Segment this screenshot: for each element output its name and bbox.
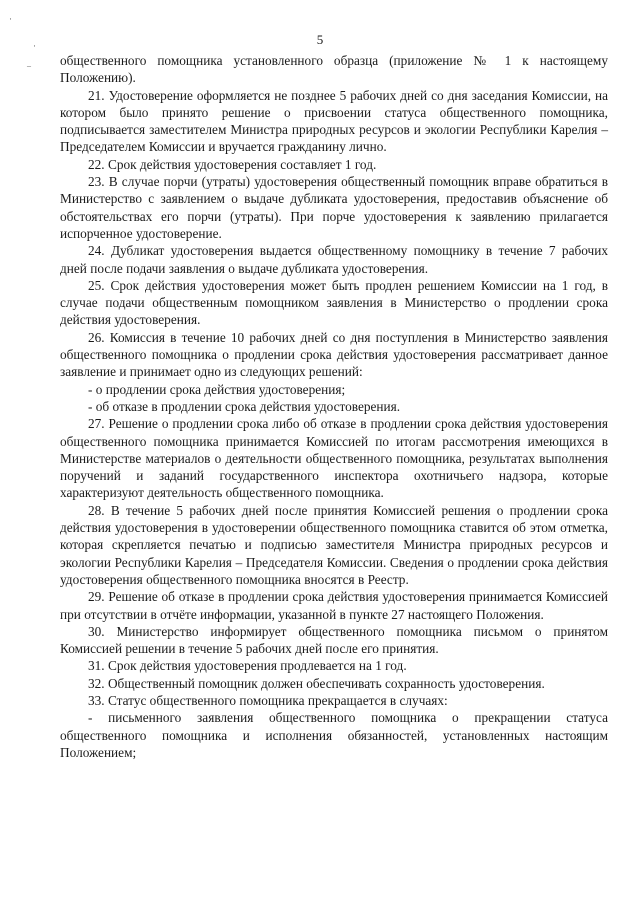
paragraph-22: 22. Срок действия удостоверения составляет 1 год. — [88, 156, 377, 172]
margin-mark: – — [27, 61, 31, 70]
list-item-26-2: - об отказе в продлении срока действия удостоверения. — [88, 398, 401, 414]
page-number: 5 — [316, 32, 324, 47]
paragraph-31: 31. Срок действия удостоверения продлевается на 1 год. — [88, 658, 407, 674]
paragraph-24: 24. Дубликат удостоверения выдается общественному помощнику в течение 7 рабочих дней после подачи заявления о выдаче дубликата удостоверения. — [60, 243, 608, 276]
margin-mark: · — [33, 41, 36, 51]
list-item-26-1: - о продлении срока действия удостоверения; — [88, 381, 346, 397]
paragraph-29: 29. Решение об отказе в продлении срока действия удостоверения принимается Комиссией при отсутствии в отчёте информации, указанной в пункте 27 настоящего Положения. — [60, 589, 608, 622]
paragraph-33: 33. Статус общественного помощника прекращается в случаях: — [88, 692, 448, 708]
list-item-33-1: - письменного заявления общественного помощника о прекращении статуса общественного помощника и исполнения обязанностей, установленных настоящим Положением; — [60, 710, 608, 760]
paragraph-32: 32. Общественный помощник должен обеспечивать сохранность удостоверения. — [88, 675, 545, 691]
margin-mark: · — [9, 14, 12, 24]
paragraph-23: 23. В случае порчи (утраты) удостоверения общественный помощник вправе обратиться в Министерство с заявлением о выдаче дубликата удостоверения, предоставив объяснение об обстоятельствах его порчи (утраты). При порче удостоверения к заявлению прилагается испорченное удостоверение. — [60, 174, 608, 241]
paragraph-26: 26. Комиссия в течение 10 рабочих дней со дня поступления в Министерство заявления общественного помощника о продлении срока действия удостоверения рассматривает данное заявление и принимает одно из следующих решений: — [60, 329, 608, 380]
paragraph-30: 30. Министерство информирует общественного помощника письмом о принятом Комиссией решении в течение 5 рабочих дней после его принятия. — [60, 623, 608, 657]
paragraph-21: 21. Удостоверение оформляется не позднее 5 рабочих дней со дня заседания Комиссии, на котором было принято решение о присвоении статуса общественного помощника, подписывается заместителем Министра природных ресурсов и экологии Республики Карелия – Председателем Комиссии и вручается гражданину лично. — [60, 87, 608, 155]
paragraph-27: 27. Решение о продлении срока либо об отказе в продлении срока действия удостоверения общественного помощника принимается Комиссией по итогам рассмотрения имеющихся в Министерстве материалов о деятельности общественного помощника, результатах выполнения поручений и заданий государственного инспектора охотничьего надзора, которые характеризуют деятельность общественного помощника. — [60, 416, 608, 501]
document-body — [60, 52, 608, 761]
paragraph-continuation: общественного помощника установленного образца (приложение № 1 к настоящему Положению). — [60, 53, 608, 86]
paragraph-25: 25. Срок действия удостоверения может быть продлен решением Комиссии на 1 год, в случае подачи общественным помощником заявления в Министерство о продлении срока действия удостоверения. — [60, 277, 608, 328]
paragraph-28: 28. В течение 5 рабочих дней после принятия Комиссией решения о продлении срока действия удостоверения в удостоверении общественного помощника ставится об этом отметка, которая скрепляется печатью и подписью заместителя Министра природных ресурсов и экологии Республики Карелия – Председателя Комиссии. Сведения о продлении срока действия удостоверения общественного помощника вносятся в Реестр. — [60, 502, 608, 587]
